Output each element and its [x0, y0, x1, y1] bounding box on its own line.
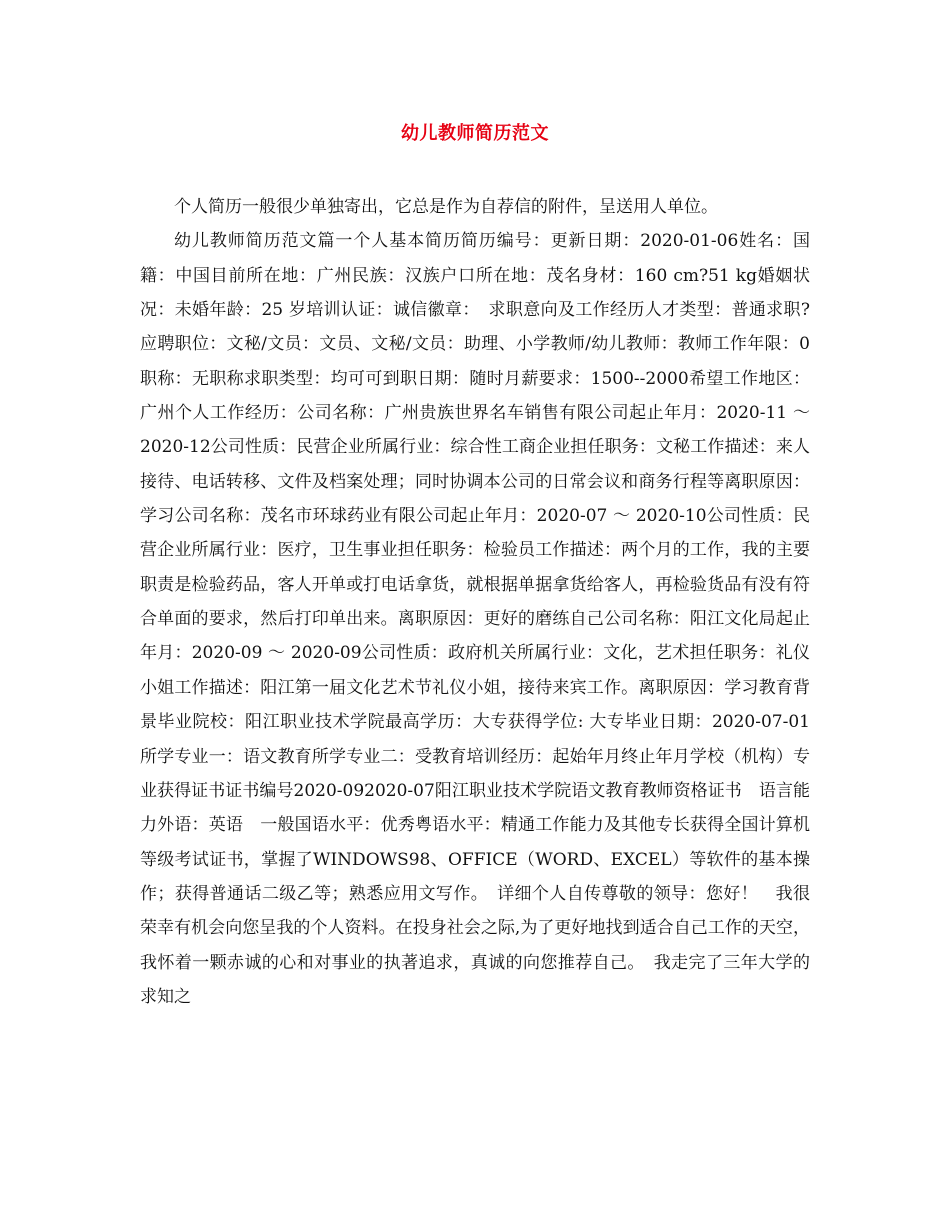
intro-paragraph: 个人简历一般很少单独寄出，它总是作为自荐信的附件，呈送用人单位。 [174, 197, 718, 217]
document-body [140, 190, 827, 1014]
resume-paragraph: 幼儿教师简历范文篇一个人基本简历简历编号：更新日期：2020-01-06姓名：国籍：中国目前所在地：广州民族：汉族户口所在地：茂名身材：160 cm?51 kg婚姻状况：未婚年龄：25 岁培训认证：诚信徽章： 求职意向及工作经历人才类型：普通求职?应聘职位：文秘/文员：文员、文秘/文员：助理、小学教师/幼儿教师：教师工作年限：0职称：无职称求职类型：均可可到职日期：随时月薪要求：1500--2000希望工作地区：广州个人工作经历：公司名称：广州贵族世界名车销售有限公司起止年月：2020-11 ～ 2020-12公司性质：民营企业所属行业：综合性工商企业担任职务：文秘工作描述：来人接待、电话转移、文件及档案处理；同时协调本公司的日常会议和商务行程等离职原因：学习公司名称：茂名市环球药业有限公司起止年月：2020-07 ～ 2020-10公司性质：民营企业所属行业：医疗，卫生事业担任职务：检验员工作描述：两个月的工作，我的主要职责是检验药品，客人开单或打电话拿货，就根据单据拿货给客人，再检验货品有没有符合单面的要求，然后打印单出来。离职原因：更好的磨练自己公司名称：阳江文化局起止年月：2020-09 ～ 2020-09公司性质：政府机关所属行业：文化，艺术担任职务：礼仪小姐工作描述：阳江第一届文化艺术节礼仪小姐，接待来宾工作。离职原因：学习教育背景毕业院校：阳江职业技术学院最高学历：大专获得学位: 大专毕业日期：2020-07-01所学专业一：语文教育所学专业二：受教育培训经历：起始年月终止年月学校（机构）专 业获得证书证书编号2020-092020-07阳江职业技术学院语文教育教师资格证书 语言能力外语：英语 一般国语水平：优秀粤语水平：精通工作能力及其他专长获得全国计算机等级考试证书，掌握了WINDOWS98、OFFICE（WORD、EXCEL）等软件的基本操作；获得普通话二级乙等；熟悉应用文写作。 详细个人自传尊敬的领导：您好！ 我很荣幸有机会向您呈我的个人资料。在投身社会之际,为了更好地找到适合自己工作的天空，我怀着一颗赤诚的心和对事业的执著追求，真诚的向您推荐自己。 我走完了三年大学的求知之 [140, 231, 827, 1007]
document-title: 幼儿教师简历范文 [401, 123, 549, 144]
